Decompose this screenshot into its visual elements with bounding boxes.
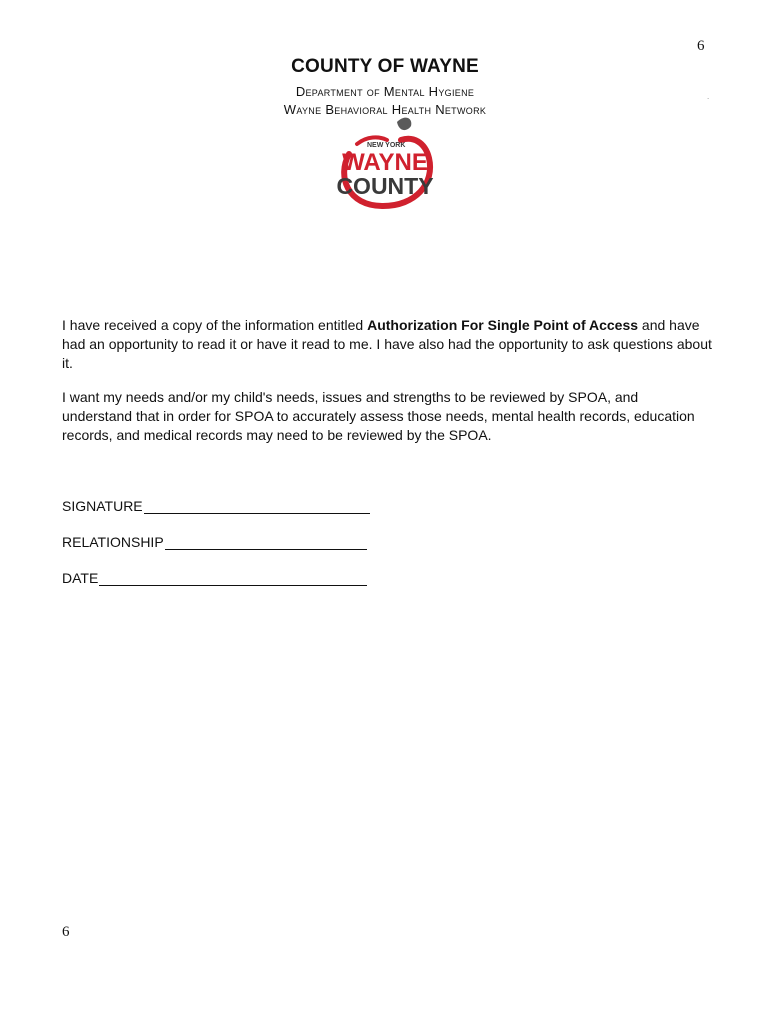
signature-label: SIGNATURE	[62, 498, 143, 514]
date-label: DATE	[62, 570, 99, 586]
date-field[interactable]	[62, 570, 367, 586]
network-title: Wayne Behavioral Health Network	[283, 102, 487, 117]
wayne-county-logo	[327, 114, 443, 214]
county-title: COUNTY OF WAYNE	[291, 56, 479, 77]
logo-wayne-text: WAYNE	[342, 149, 428, 176]
stray-mark: .	[707, 92, 710, 101]
page-number-top: 6	[697, 38, 705, 54]
para1-text-end: and have had an opportunity to read it or have it read to me. I have also had the opportunity to ask questions about it.	[62, 317, 712, 371]
relationship-field[interactable]	[62, 534, 367, 550]
para1-text-start: I have received a copy of the information entitled	[62, 317, 368, 333]
signature-line[interactable]	[144, 499, 370, 514]
consent-paragraph: I want my needs and/or my child's needs, issues and strengths to be reviewed by SPOA, and understand that in order for SPOA to accurately assess those needs, mental health records, education records, and medical records may need to be reviewed by the SPOA.	[62, 389, 695, 443]
logo-county-text: COUNTY	[336, 173, 434, 199]
page-number-bottom: 6	[62, 924, 70, 940]
apple-logo-icon	[327, 114, 443, 214]
logo-new-york-text: NEW YORK	[367, 142, 406, 149]
acknowledgement-paragraph	[62, 316, 712, 373]
date-line[interactable]	[99, 571, 367, 586]
document-title-bold: Authorization For Single Point of Access	[367, 317, 639, 333]
signature-field[interactable]	[62, 498, 370, 514]
relationship-label: RELATIONSHIP	[62, 534, 164, 550]
relationship-line[interactable]	[165, 535, 367, 550]
department-title: Department of Mental Hygiene	[295, 84, 475, 99]
leaf-icon	[397, 118, 411, 130]
